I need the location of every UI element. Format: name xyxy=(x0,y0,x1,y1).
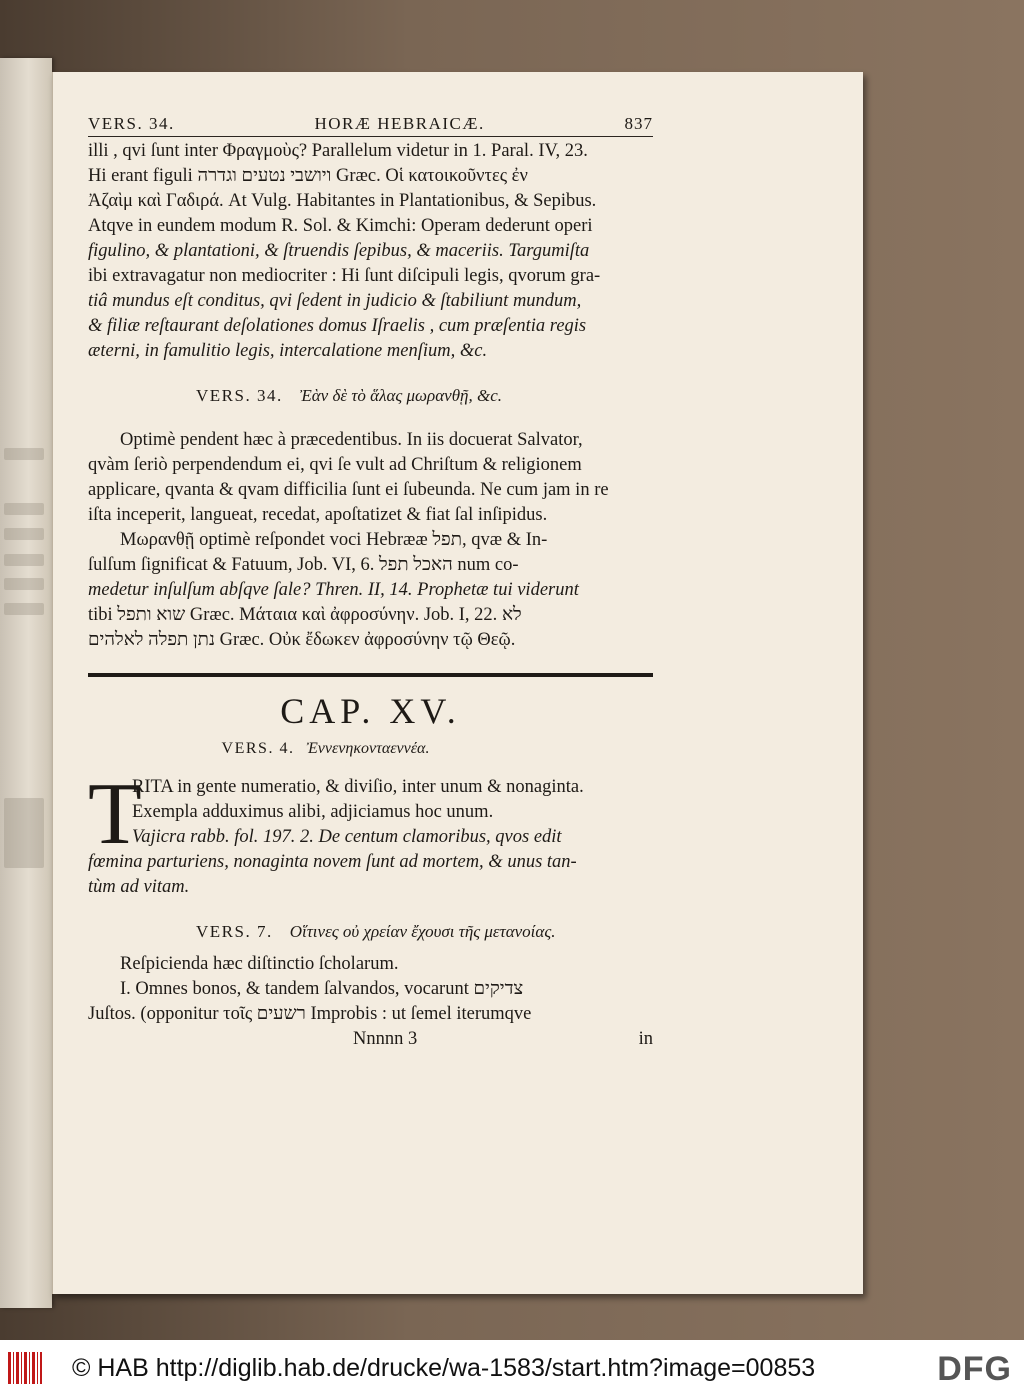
verse-heading-34 xyxy=(88,382,653,410)
text-line: illi , qvi ſunt inter Φραγμοὺς? Parallelum videtur in 1. Paral. IV, 23. xyxy=(88,141,588,161)
text-line: Vajicra rabb. fol. 197. 2. De centum clamoribus, qvos edit xyxy=(132,827,562,847)
verse-label: VERS. 4. xyxy=(221,740,295,757)
text-line: Hi erant figuli ויושבי נטעים וגדרה Græc. Οἱ κατοικοῦντες ἐν xyxy=(88,166,528,186)
hab-barcode-icon xyxy=(8,1352,42,1384)
text-line: Ἀζαὶμ καὶ Γαδιρά. At Vulg. Habitantes in Plantationibus, & Sepibus. xyxy=(88,191,597,211)
verse-greek: Οἵτινες οὐ χρείαν ἔχουσι τῆς μετανοίας. xyxy=(289,922,556,941)
verse-greek: Ἐὰν δὲ τὸ ἅλας μωρανθῇ, &c. xyxy=(299,386,502,405)
text-line: & filiæ reſtaurant deſolationes domus Iſraelis , cum præſentia regis xyxy=(88,316,587,336)
verse-heading-7 xyxy=(88,918,653,946)
paragraph-4 xyxy=(88,766,653,900)
text-line: tiâ mundus eſt conditus, qvi ſedent in judicio & ſtabiliunt mundum, xyxy=(88,291,582,311)
text-line: Reſpicienda hæc diſtinctio ſcholarum. xyxy=(120,954,399,974)
text-line: Exempla adduximus alibi, adjiciamus hoc unum. xyxy=(132,802,494,822)
text-line: Juſtos. (opponitur τοῖς רשעים Improbis : ut ſemel iterumqve xyxy=(88,1004,532,1024)
running-head-left: VERS. 34. xyxy=(88,114,175,133)
page-footer xyxy=(88,1027,653,1052)
signature-mark: Nnnnn 3 xyxy=(353,1029,418,1049)
text-line: נתן תפלה לאלהים Græc. Οὐκ ἔδωκεν ἀφροσύνην τῷ Θεῷ. xyxy=(88,630,516,650)
dfg-logo: DFG xyxy=(937,1350,1012,1388)
text-line: æterni, in famulitio legis, intercalatione menſium, &c. xyxy=(88,341,488,361)
copyright-link[interactable]: © HAB http://diglib.hab.de/drucke/wa-1583/start.htm?image=00853 xyxy=(72,1353,816,1382)
page-number: 837 xyxy=(624,114,653,133)
text-line: I. Omnes bonos, & tandem ſalvandos, vocarunt צדיקים xyxy=(120,979,524,999)
text-line: qvàm ſeriò perpendendum ei, qvi ſe vult ad Chriſtum & religionem xyxy=(88,455,582,475)
verse-greek: Ἐννενηκονταεννέα. xyxy=(306,740,430,757)
verse-label: VERS. 7. xyxy=(196,922,273,941)
book-page xyxy=(52,72,863,1294)
paragraph-3 xyxy=(88,528,653,653)
text-line: iſta inceperit, langueat, recedat, apoſtatizet & fiat ſal inſipidus. xyxy=(88,505,548,525)
paragraph-5 xyxy=(88,952,653,1027)
paragraph-2 xyxy=(88,428,653,528)
text-line: tùm ad vitam. xyxy=(88,877,190,897)
text-line: Μωρανθῇ optimè reſpondet voci Hebrææ תפל, qvæ & In- xyxy=(120,530,548,550)
text-line: Optimè pendent hæc à præcedentibus. In iis docuerat Salvator, xyxy=(120,430,583,450)
text-line: medetur inſulſum abſqve ſale? Thren. II, 14. Prophetæ tui viderunt xyxy=(88,580,579,600)
chapter-title: CAP. XV. xyxy=(280,691,461,731)
verse-label: VERS. 34. xyxy=(196,386,283,405)
viewer-footer-bar xyxy=(0,1340,1024,1396)
text-line: figulino, & plantationi, & ſtruendis ſepibus, & maceriis. Targumiſta xyxy=(88,241,590,261)
section-divider xyxy=(88,673,653,677)
text-line: RITA in gente numeratio, & diviſio, inter unum & nonaginta. xyxy=(132,777,584,797)
text-line: fœmina parturiens, nonaginta novem ſunt ad mortem, & unus tan- xyxy=(88,852,577,872)
running-head xyxy=(88,112,653,137)
running-head-title: HORÆ HEBRAICÆ. xyxy=(314,114,485,133)
verse-heading-4 xyxy=(88,735,653,763)
text-line: ſulſum ſignificat & Fatuum, Job. VI, 6. האכל תפל num co- xyxy=(88,555,519,575)
text-line: ibi extravagatur non mediocriter : Hi ſunt diſcipuli legis, qvorum gra- xyxy=(88,266,601,286)
page-text xyxy=(88,112,653,1052)
text-line: applicare, qvanta & qvam difficilia ſunt ei ſubeunda. Ne cum jam in re xyxy=(88,480,609,500)
catchword: in xyxy=(638,1029,653,1049)
text-line: tibi שוא ותפל Græc. Μάταια καὶ ἀφροσύνην. Job. I, 22. לא xyxy=(88,605,522,625)
paragraph-1 xyxy=(88,139,653,364)
previous-page-edge xyxy=(0,58,52,1308)
text-line: Atqve in eundem modum R. Sol. & Kimchi: Operam dederunt operi xyxy=(88,216,593,236)
drop-capital: T xyxy=(88,766,142,863)
